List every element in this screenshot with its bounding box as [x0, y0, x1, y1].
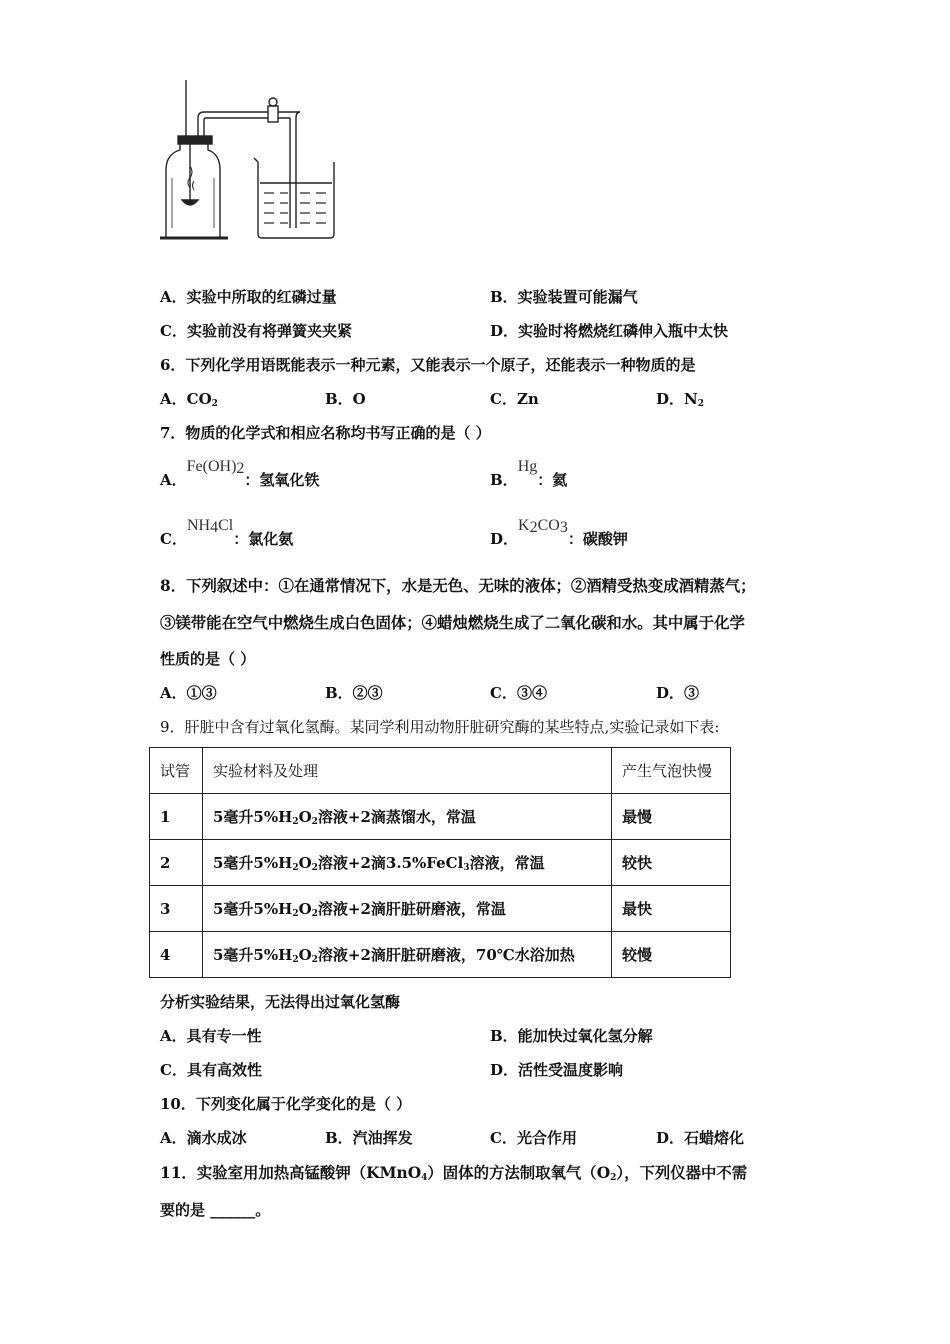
q8-stem-line-1: 8．下列叙述中：①在通常情况下，水是无色、无味的液体；②酒精受热变成酒精蒸气；: [160, 577, 756, 595]
material: 5毫升$5\%H_2O_2$溶液+2滴3.5%FeCl$_3$溶液，常温: [203, 840, 612, 886]
q10-option-b: B．汽油挥发: [325, 1129, 413, 1147]
q9-option-b: B．能加快过氧化氢分解: [490, 1027, 653, 1045]
tube-id: 2: [150, 840, 203, 886]
q5-option-c: C．实验前没有将弹簧夹夹紧: [160, 322, 352, 340]
material: 5毫升$5\%H_2O_2$溶液+2滴肝脏研磨液，常温: [203, 886, 612, 932]
q7-option-d: D．$K_2CO_3$：碳酸钾: [490, 517, 628, 548]
bubble-speed: 较快: [612, 840, 731, 886]
q9-question: 分析实验结果，无法得出过氧化氢酶: [160, 993, 401, 1011]
table-row: [150, 794, 731, 840]
q9-experiment-table: [149, 747, 731, 978]
q9-stem: 9．肝脏中含有过氧化氢酶。某同学利用动物肝脏研究酶的某些特点,实验记录如下表:: [160, 718, 720, 736]
q5-option-d: D．实验时将燃烧红磷伸入瓶中太快: [490, 322, 729, 340]
bubble-speed: 最快: [612, 886, 731, 932]
bubble-speed: 较慢: [612, 932, 731, 978]
q10-stem: 10．下列变化属于化学变化的是（ ）: [160, 1095, 412, 1113]
header-material: 实验材料及处理: [203, 748, 612, 794]
q10-option-c: C．光合作用: [490, 1129, 577, 1147]
q6-option-b: B．O: [325, 390, 366, 408]
q8-stem-line-3: 性质的是（ ）: [160, 650, 256, 668]
q9-option-d: D．活性受温度影响: [490, 1061, 624, 1079]
q7-option-c: C．$NH_4Cl$：氯化氨: [160, 517, 294, 548]
q8-option-d: D．③: [656, 684, 700, 702]
tube-id: 3: [150, 886, 203, 932]
tube-id: 1: [150, 794, 203, 840]
q5-option-b: B．实验装置可能漏气: [490, 288, 638, 306]
q5-option-a: A．实验中所取的红磷过量: [160, 288, 337, 306]
material: 5毫升$5\%H_2O_2$溶液+2滴肝脏研磨液，70℃水浴加热: [203, 932, 612, 978]
q11-stem-line-1: 11．实验室用加热高锰酸钾（KMnO$_4$）固体的方法制取氧气$(O_2)$，下列仪器中不需: [160, 1164, 748, 1183]
material: 5毫升$5\%H_2O_2$溶液+2滴蒸馏水，常温: [203, 794, 612, 840]
header-tube: 试管: [150, 748, 203, 794]
q6-stem: 6．下列化学用语既能表示一种元素，又能表示一个原子，还能表示一种物质的是: [160, 356, 696, 374]
table-header-row: [150, 748, 731, 794]
q9-option-c: C．具有高效性: [160, 1061, 262, 1079]
table-row: [150, 932, 731, 978]
q10-option-a: A．滴水成冰: [160, 1129, 247, 1147]
q7-stem: 7．物质的化学式和相应名称均书写正确的是（ ）: [160, 424, 491, 442]
q8-option-c: C．③④: [490, 684, 547, 702]
q6-option-a: A．$CO_2$: [160, 390, 218, 409]
q8-option-a: A．①③: [160, 684, 217, 702]
q10-option-d: D．石蜡熔化: [656, 1129, 745, 1147]
table-row: [150, 886, 731, 932]
bubble-speed: 最慢: [612, 794, 731, 840]
q7-option-a: A．$Fe(OH)_2$：氢氧化铁: [160, 458, 320, 489]
apparatus-figure: [150, 78, 365, 248]
q11-stem-line-2: 要的是 ______。: [160, 1201, 271, 1219]
table-row: [150, 840, 731, 886]
header-bubble-speed: 产生气泡快慢: [612, 748, 731, 794]
q8-option-b: B．②③: [325, 684, 383, 702]
q6-option-c: C．Zn: [490, 390, 539, 408]
q8-stem-line-2: ③镁带能在空气中燃烧生成白色固体；④蜡烛燃烧生成了二氧化碳和水。其中属于化学: [160, 614, 745, 632]
q9-option-a: A．具有专一性: [160, 1027, 262, 1045]
q6-option-d: D．$N_2$: [656, 390, 704, 409]
q7-option-b: B．Hg：氦: [490, 458, 568, 489]
tube-id: 4: [150, 932, 203, 978]
